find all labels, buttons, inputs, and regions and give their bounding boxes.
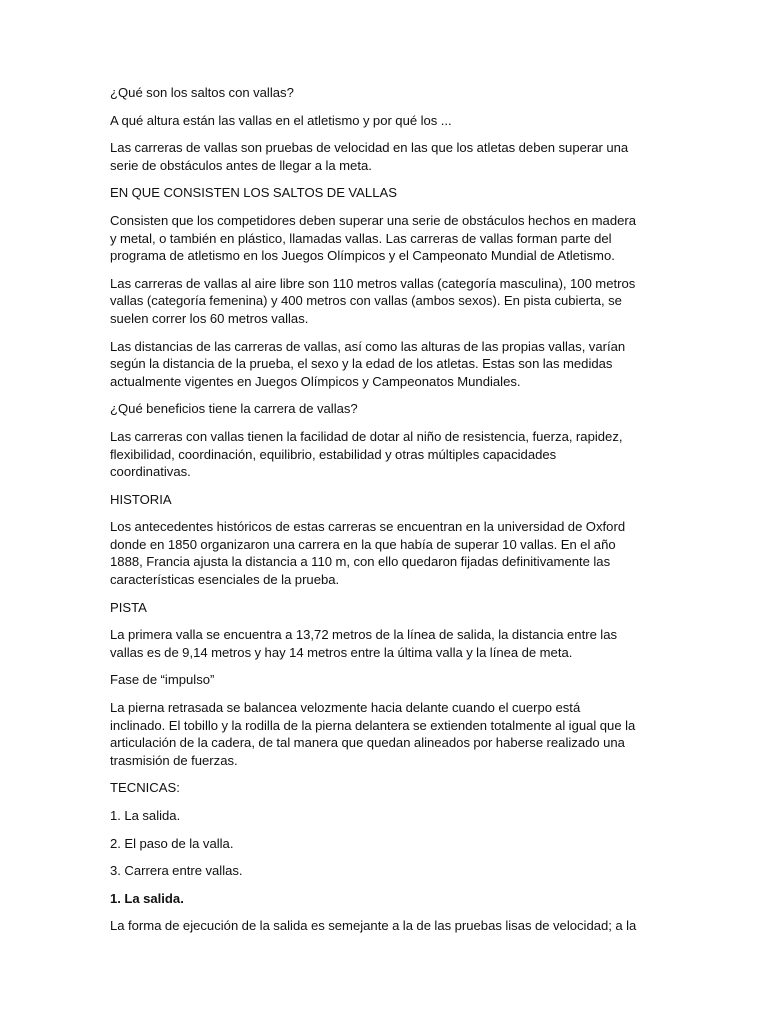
technique-list-item-3: 3. Carrera entre vallas. bbox=[110, 863, 243, 879]
technique-list-item-1: 1. La salida. bbox=[110, 808, 181, 823]
technique-list-item-2: 2. El paso de la valla. bbox=[110, 835, 234, 851]
question-heading-beneficios: ¿Qué beneficios tiene la carrera de vallas? bbox=[110, 401, 358, 417]
section-heading-pista: PISTA bbox=[110, 599, 147, 615]
search-snippet-line: A qué altura están las vallas en el atletismo y por qué los ... bbox=[110, 112, 452, 128]
section-heading-historia: HISTORIA bbox=[110, 491, 172, 507]
impulse-paragraph: La pierna retrasada se balancea velozmente hacia delante cuando el cuerpo está inclinado. El tobillo y la rodilla de la pierna delantera se extienden totalmente al igual que la articulación de la cadera, de tal manera que quedan alineados por haberse realizado una trasmisión de fuerzas. bbox=[110, 700, 636, 768]
question-heading-saltos: ¿Qué son los saltos con vallas? bbox=[110, 85, 294, 100]
section-heading-consisten: EN QUE CONSISTEN LOS SALTOS DE VALLAS bbox=[110, 185, 397, 201]
section-heading-impulso: Fase de “impulso” bbox=[110, 672, 215, 688]
benefits-paragraph: Las carreras con vallas tienen la facilidad de dotar al niño de resistencia, fuerza, rapidez, flexibilidad, coordinación, equilibrio, estabilidad y otras múltiples capacidades coordinativas. bbox=[110, 428, 623, 480]
subsection-heading-salida: 1. La salida. bbox=[110, 890, 184, 906]
obstacles-paragraph: Consisten que los competidores deben superar una serie de obstáculos hechos en madera y metal, o también en plástico, llamadas vallas. Las carreras de vallas forman parte del programa de atletismo en los Juegos Olímpicos y el Campeonato Mundial de Atletismo. bbox=[110, 212, 637, 264]
document-page bbox=[110, 84, 638, 945]
definition-paragraph: Las carreras de vallas son pruebas de velocidad en las que los atletas deben superar una serie de obstáculos antes de llegar a la meta. bbox=[110, 140, 629, 173]
distances-paragraph: Las carreras de vallas al aire libre son 110 metros vallas (categoría masculina), 100 metros vallas (categoría femenina) y 400 metros con vallas (ambos sexos). En pista cubierta, se suelen correr los 60 metros vallas. bbox=[110, 275, 636, 326]
history-paragraph: Los antecedentes históricos de estas carreras se encuentran en la universidad de Oxford donde en 1850 organizaron una carrera en la que había de superar 10 vallas. En el año 1888, Francia ajusta la distancia a 110 m, con ello quedaron fijadas definitivamente las características esenciales de la prueba. bbox=[110, 519, 626, 588]
measurements-paragraph: Las distancias de las carreras de vallas, así como las alturas de las propias vallas, varían según la distancia de la prueba, el sexo y la edad de los atletas. Estas son las medidas actualmente vigentes en Juegos Olímpicos y Campeonatos Mundiales. bbox=[110, 338, 626, 389]
start-paragraph: La forma de ejecución de la salida es semejante a la de las pruebas lisas de velocidad; a la bbox=[110, 918, 637, 934]
track-paragraph: La primera valla se encuentra a 13,72 metros de la línea de salida, la distancia entre las vallas es de 9,14 metros y hay 14 metros entre la última valla y la línea de meta. bbox=[110, 627, 618, 660]
section-heading-tecnicas: TECNICAS: bbox=[110, 780, 180, 796]
